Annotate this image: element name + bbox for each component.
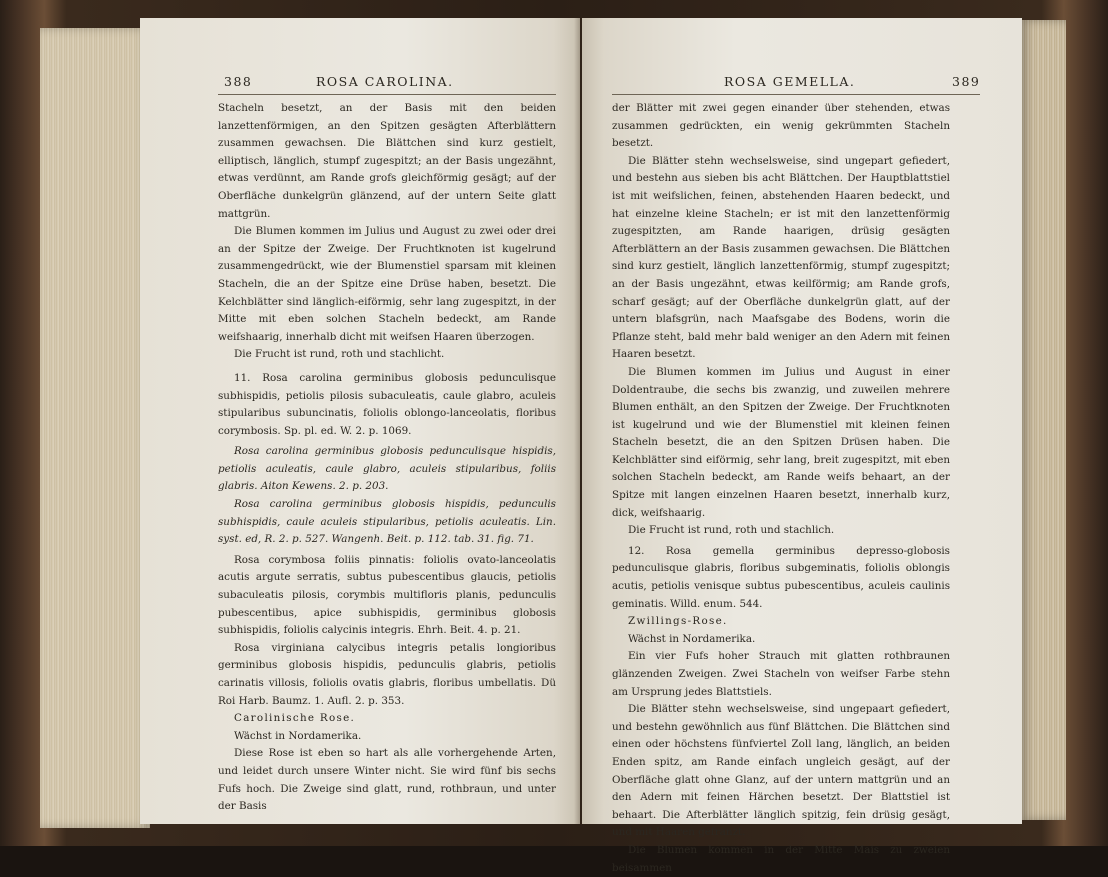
- species-description-carolina: 11. Rosa carolina germinibus globosis pedunculisque subhispidis, petiolis pilosis subaculeatis, caule glabro, aculeis stipularibus subuncinatis, foliolis oblongo-lanceolatis, floribus corymbosis. Sp. pl. ed. W. 2. p. 1069.: [218, 371, 556, 437]
- paragraph: Stacheln besetzt, an der Basis mit den beiden lanzettenförmigen, an den Spitzen gesägten Afterblättern zusammen gewachsen. Die Blättchen sind kurz gestielt, elliptisch, länglich, stumpf zugespitzt; an der Basis ungezähnt, etwas verdünnt, am Rande grofs gleichförmig gesägt; auf der Oberfläche dunkelgrün glänzend, auf der untern Seite glatt mattgrün.: [218, 102, 556, 220]
- right-page: [582, 18, 1022, 874]
- left-body-text: [218, 100, 556, 816]
- synonym-citation: Rosa virginiana calycibus integris petalis longioribus germinibus globosis hispidis, pedunculis glabris, petiolis carinatis villosis, foliolis ovatis glabris, floribus umbellatis. Dü Roi Harb. Baumz. 1. Aufl. 2. p. 353.: [218, 641, 556, 707]
- paragraph: Die Frucht ist rund, roth und stachlicht.: [234, 348, 445, 361]
- paragraph: Die Blumen kommen im Julius und August in einer Doldentraube, die sechs bis zwanzig, und zuweilen mehrere Blumen enthält, an den Spitzen der Zweige. Der Fruchtknoten ist kugelrund und wie der Blumenstiel mit kleinen feinen Stacheln besetzt, die an den Spitzen Drüsen haben. Die Kelchblätter sind eiförmig, sehr lang, breit zugespitzt, mit eben solchen Stacheln bedeckt, am Rande weifs behaart, an der Spitze mit langen einzelnen Haaren besetzt, innerhalb kurz, dick, weifshaarig.: [612, 365, 950, 519]
- right-running-head: [582, 74, 1022, 94]
- right-header-rule: [612, 94, 980, 95]
- left-page-edges: [40, 28, 150, 828]
- common-name: Zwillings-Rose.: [628, 615, 728, 628]
- paragraph: Ein vier Fufs hoher Strauch mit glatten rothbraunen glänzenden Zweigen. Zwei Stacheln von weifser Farbe stehn am Ursprung jedes Blattstiels.: [612, 650, 950, 698]
- synonym-citation: Rosa corymbosa foliis pinnatis: foliolis ovato-lanceolatis acutis argute serratis, subtus pubescentibus glaucis, petiolis subaculeatis pilosis, corymbis multifloris planis, pedunculis pubescentibus, apice subhispidis, germinibus globosis subhispidis, foliolis calycinis integris. Ehrh. Beit. 4. p. 21.: [218, 553, 556, 637]
- paragraph: Die Blätter stehn wechselsweise, sind ungepart gefiedert, und bestehn aus sieben bis acht Blättchen. Der Hauptblattstiel ist mit weifslichen, feinen, abstehenden Haaren bedeckt, und hat einzelne kleine Stacheln; er ist mit den lanzettenförmig zugespitzten, am Rande haarigen, drüsig gesägten Afterblättern an der Basis zusammen gewachsen. Die Blättchen sind kurz gestielt, länglich lanzettenförmig, stumpf zugespitzt; an der Basis ungezähnt, etwas keilförmig; am Rande grofs, scharf gesägt; auf der Oberfläche dunkelgrün glatt, auf der untern blafsgrün, nach Maafsgabe des Bodens, worin die Pflanze steht, bald mehr bald weniger an den Adern mit feinen Haaren besetzt.: [612, 154, 950, 361]
- common-name: Carolinische Rose.: [234, 712, 356, 725]
- right-page-number: 389: [952, 74, 981, 89]
- right-running-title: ROSA GEMELLA.: [724, 74, 856, 89]
- habitat-line: Wächst in Nordamerika.: [628, 632, 756, 645]
- right-page-edges: [1020, 20, 1066, 820]
- paragraph: Die Blätter stehn wechselsweise, sind ungepaart gefiedert, und bestehn gewöhnlich aus fünf Blättchen. Die Blättchen sind einen oder höchstens fünfviertel Zoll lang, länglich, an beiden Enden spitz, am Rande einfach ungleich gesägt, auf der Oberfläche glatt ohne Glanz, auf der untern mattgrün und an den Adern mit feinen Härchen besetzt. Der Blattstiel ist behaart. Die Afterblätter länglich spitzig, fein drüsig gesägt, und mit Haaren gefranzt.: [612, 703, 950, 839]
- left-page: [140, 18, 580, 824]
- left-running-title: ROSA CAROLINA.: [316, 74, 454, 89]
- paragraph: der Blätter mit zwei gegen einander über stehenden, etwas zusammen gedrückten, ein wenig gekrümmten Stacheln besetzt.: [612, 102, 950, 150]
- paragraph: Die Blumen kommen im Julius und August zu zwei oder drei an der Spitze der Zweige. Der Fruchtknoten ist kugelrund zusammengedrückt, wie der Blumenstiel sparsam mit kleinen Stacheln, die an der Spitze eine Drüse haben, besetzt. Die Kelchblätter sind länglich-eiförmig, sehr lang zugespitzt, in der Mitte mit eben solchen Stacheln bedeckt, am Rande weifshaarig, innerhalb dicht mit weifsen Haaren überzogen.: [218, 225, 556, 343]
- synonym-citation: Rosa carolina germinibus globosis hispidis, pedunculis subhispidis, caule aculeis stipularibus, petiolis aculeatis. Lin. syst. ed, R. 2. p. 527. Wangenh. Beit. p. 112. tab. 31. fig. 71.: [218, 498, 556, 546]
- left-header-rule: [218, 94, 556, 95]
- habitat-line: Wächst in Nordamerika.: [234, 729, 362, 742]
- right-body-text: [612, 100, 950, 877]
- paragraph: Die Blumen kommen in der Mitte Mais zu zweien beisammen: [612, 843, 950, 874]
- paragraph: Diese Rose ist eben so hart als alle vorhergehende Arten, und leidet durch unsere Winter nicht. Sie wird fünf bis sechs Fufs hoch. Die Zweige sind glatt, rund, rothbraun, und unter der Basis: [218, 747, 556, 813]
- species-description-gemella: 12. Rosa gemella germinibus depresso-globosis pedunculisque glabris, floribus subgeminatis, foliolis oblongis acutis, petiolis venisque subtus pubescentibus, aculeis caulinis geminatis. Willd. enum. 544.: [612, 544, 950, 610]
- left-page-number: 388: [224, 74, 253, 89]
- synonym-citation: Rosa carolina germinibus globosis pedunculisque hispidis, petiolis aculeatis, caule glabro, aculeis stipularibus, foliis glabris. Aiton Kewens. 2. p. 203.: [218, 445, 556, 493]
- paragraph: Die Frucht ist rund, roth und stachlich.: [628, 524, 835, 537]
- left-running-head: [140, 74, 580, 94]
